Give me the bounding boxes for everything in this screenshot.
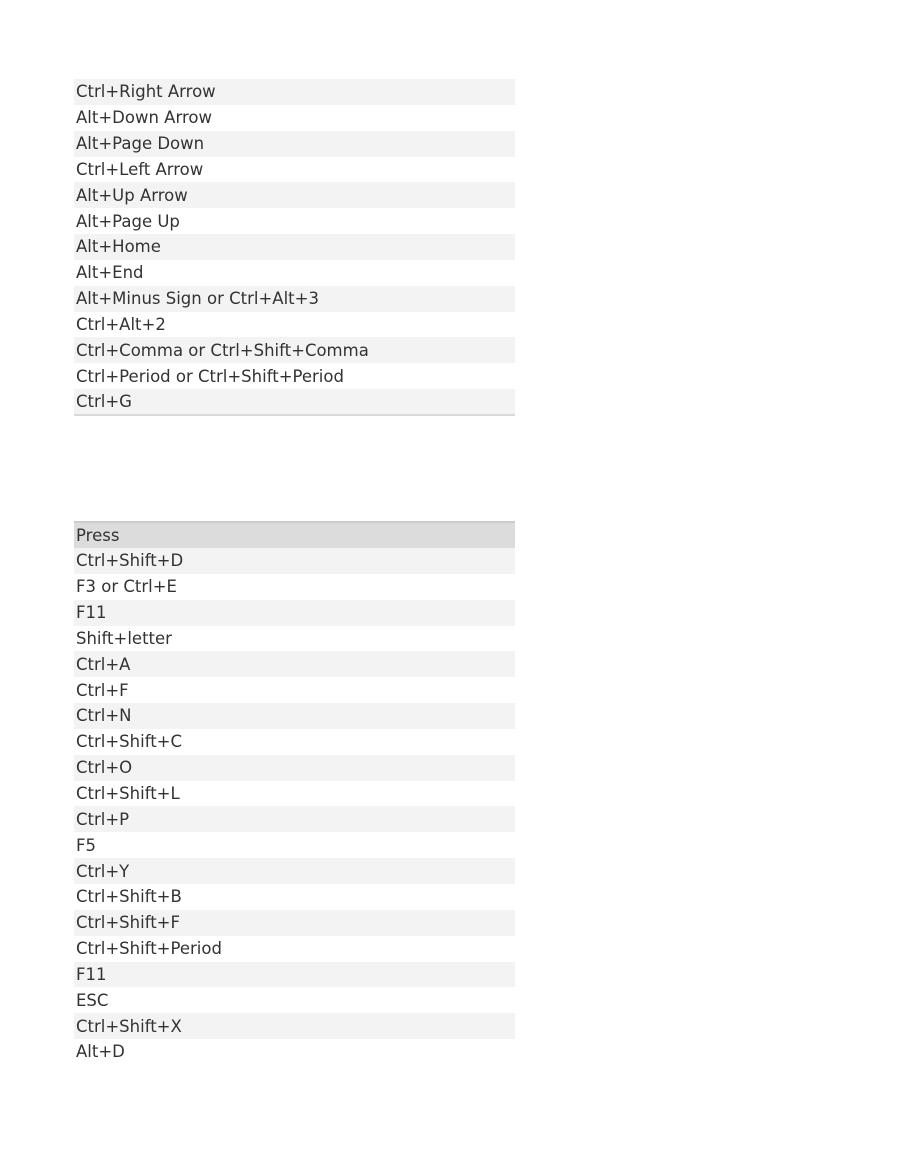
shortcut-cell: Ctrl+G bbox=[74, 389, 515, 415]
table-row bbox=[74, 79, 515, 105]
table-row bbox=[74, 910, 515, 936]
table-row bbox=[74, 651, 515, 677]
shortcut-cell: F11 bbox=[74, 600, 515, 626]
table-row bbox=[74, 363, 515, 389]
shortcut-cell: Alt+Page Up bbox=[74, 208, 515, 234]
table-row bbox=[74, 755, 515, 781]
shortcut-cell: Ctrl+O bbox=[74, 755, 515, 781]
table-row bbox=[74, 781, 515, 807]
shortcut-table-2-head bbox=[74, 522, 515, 548]
shortcut-cell: Ctrl+Y bbox=[74, 858, 515, 884]
table-row bbox=[74, 729, 515, 755]
table-row bbox=[74, 677, 515, 703]
shortcut-cell: Alt+Down Arrow bbox=[74, 105, 515, 131]
shortcut-cell: Alt+Minus Sign or Ctrl+Alt+3 bbox=[74, 286, 515, 312]
shortcut-cell: Ctrl+Right Arrow bbox=[74, 79, 515, 105]
shortcut-cell: Ctrl+Shift+F bbox=[74, 910, 515, 936]
shortcut-cell: F3 or Ctrl+E bbox=[74, 574, 515, 600]
shortcut-cell: Ctrl+N bbox=[74, 703, 515, 729]
table-row bbox=[74, 1039, 515, 1065]
shortcut-cell: Ctrl+Alt+2 bbox=[74, 312, 515, 338]
shortcut-cell: Alt+End bbox=[74, 260, 515, 286]
table-row bbox=[74, 884, 515, 910]
table-row bbox=[74, 208, 515, 234]
table-row bbox=[74, 574, 515, 600]
table-row bbox=[74, 260, 515, 286]
shortcut-cell: Ctrl+P bbox=[74, 806, 515, 832]
shortcut-cell: Alt+Home bbox=[74, 234, 515, 260]
table-row bbox=[74, 182, 515, 208]
table-row bbox=[74, 936, 515, 962]
shortcut-table-1 bbox=[74, 79, 515, 416]
column-header-press: Press bbox=[74, 522, 515, 548]
table-row bbox=[74, 312, 515, 338]
shortcut-cell: Ctrl+Shift+B bbox=[74, 884, 515, 910]
table-row bbox=[74, 389, 515, 415]
shortcut-cell: F11 bbox=[74, 962, 515, 988]
shortcut-cell: Alt+Up Arrow bbox=[74, 182, 515, 208]
table-row bbox=[74, 962, 515, 988]
shortcut-cell: Shift+letter bbox=[74, 626, 515, 652]
shortcut-cell: Alt+D bbox=[74, 1039, 515, 1065]
shortcut-cell: Ctrl+F bbox=[74, 677, 515, 703]
table-row bbox=[74, 105, 515, 131]
table-row bbox=[74, 987, 515, 1013]
shortcut-cell: Ctrl+Shift+D bbox=[74, 548, 515, 574]
table-row bbox=[74, 337, 515, 363]
shortcut-cell: Ctrl+Comma or Ctrl+Shift+Comma bbox=[74, 337, 515, 363]
shortcut-cell: Ctrl+Shift+L bbox=[74, 781, 515, 807]
shortcut-cell: Ctrl+Shift+X bbox=[74, 1013, 515, 1039]
table-row bbox=[74, 286, 515, 312]
shortcut-cell: Ctrl+Period or Ctrl+Shift+Period bbox=[74, 363, 515, 389]
shortcut-cell: ESC bbox=[74, 987, 515, 1013]
shortcut-cell: F5 bbox=[74, 832, 515, 858]
shortcut-table-2 bbox=[74, 521, 515, 1065]
table-row bbox=[74, 626, 515, 652]
shortcut-cell: Alt+Page Down bbox=[74, 131, 515, 157]
table-row bbox=[74, 858, 515, 884]
table-row bbox=[74, 234, 515, 260]
table-header-row bbox=[74, 522, 515, 548]
table-row bbox=[74, 703, 515, 729]
table-row bbox=[74, 131, 515, 157]
table-row bbox=[74, 157, 515, 183]
table-row bbox=[74, 806, 515, 832]
shortcut-table-1-body bbox=[74, 79, 515, 415]
shortcut-cell: Ctrl+A bbox=[74, 651, 515, 677]
shortcut-table-2-body bbox=[74, 548, 515, 1065]
table-row bbox=[74, 600, 515, 626]
shortcut-cell: Ctrl+Left Arrow bbox=[74, 157, 515, 183]
table-row bbox=[74, 832, 515, 858]
shortcut-cell: Ctrl+Shift+C bbox=[74, 729, 515, 755]
shortcut-cell: Ctrl+Shift+Period bbox=[74, 936, 515, 962]
table-row bbox=[74, 1013, 515, 1039]
table-row bbox=[74, 548, 515, 574]
